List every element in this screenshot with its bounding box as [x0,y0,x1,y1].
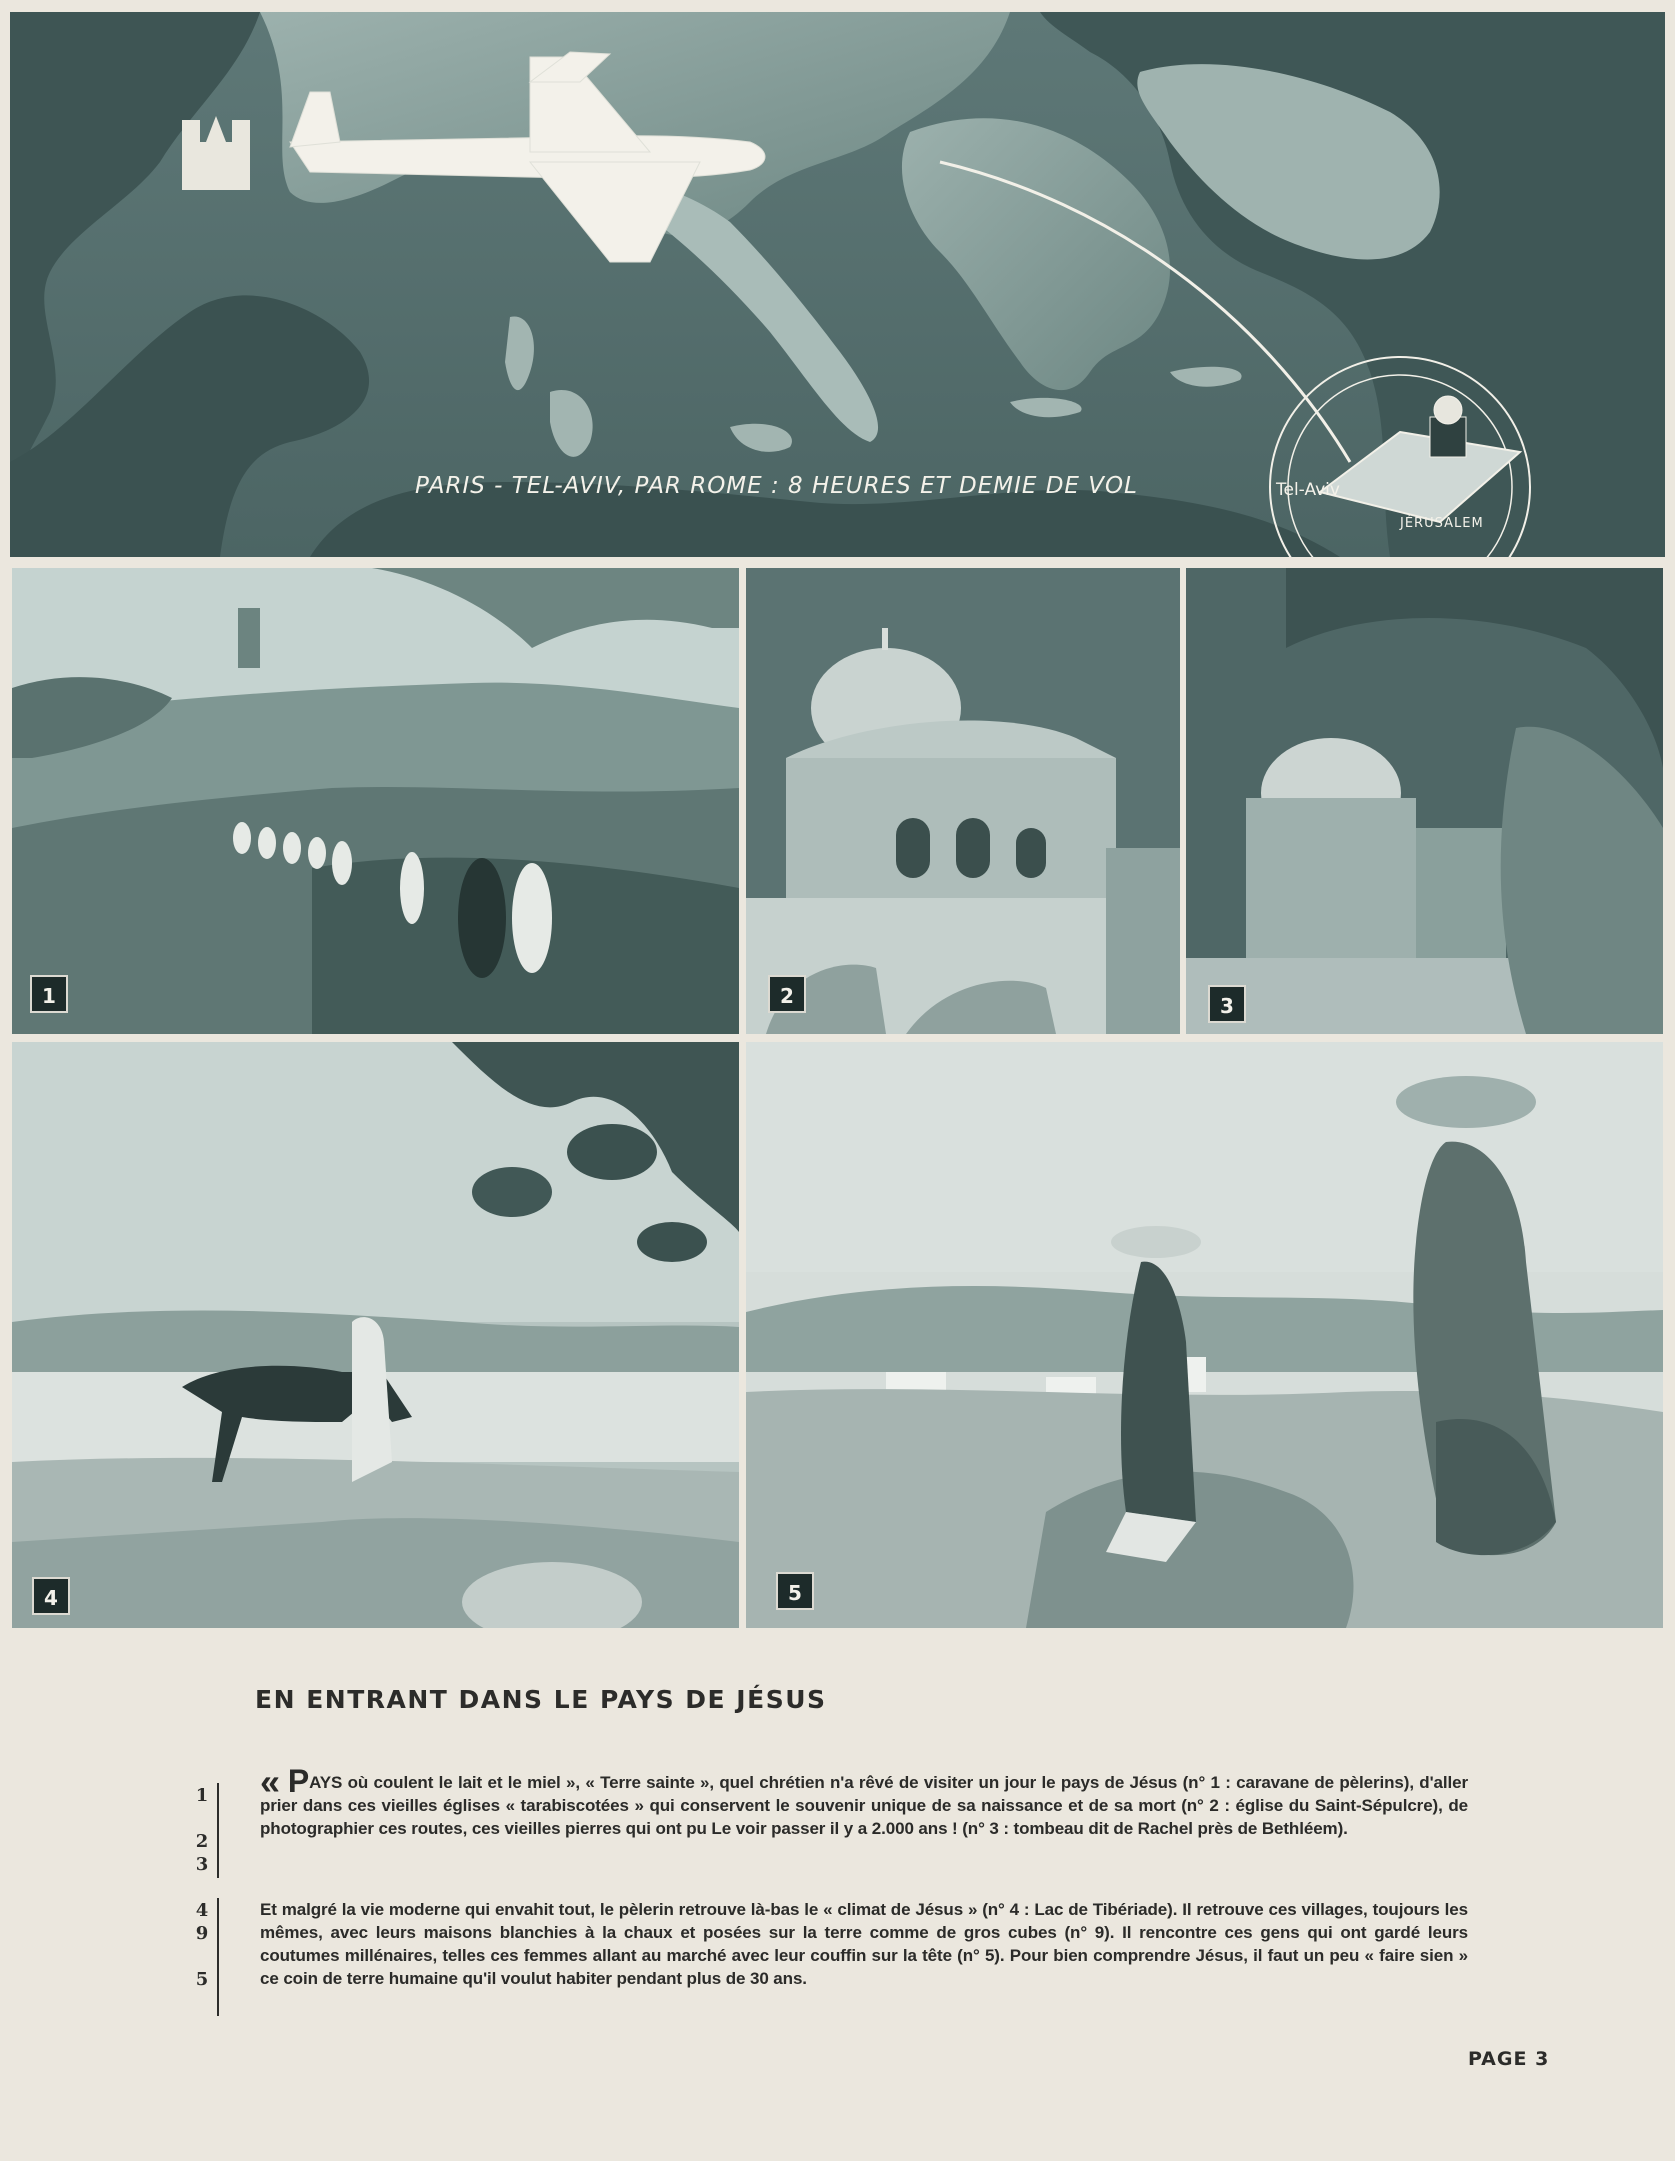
paragraph-2-text: Et malgré la vie moderne qui envahit tout, le pèlerin retrouve là-bas le « climat de Jésus » (n° 4 : Lac de Tibériade). Il retrouve ces villages, toujours les mêmes, avec leurs maisons blanchies à la chaux et posées sur la terre comme de gros cubes (n° 9). Il rencontre ces gens qui ont gardé leurs coutumes millénaires, telles ces femmes allant au marché avec leur couffin sur la tête (n° 5). Pour bien comprendre Jésus, il faut un peu « faire sien » ce coin de terre humaine qu'il voulut habiter pendant plus de 30 ans. [260,1900,1468,1988]
margin-ref-5: 5 [195,1969,209,1990]
photo-lake-tiberias [12,1042,739,1628]
margin-ref-2: 2 [195,1831,209,1852]
photo-badge-4: 4 [32,1577,70,1615]
article-headline: EN ENTRANT DANS LE PAYS DE JÉSUS [255,1685,827,1714]
paragraph-1-text: AYS où coulent le lait et le miel », « Terre sainte », quel chrétien n'a rêvé de visiter un jour le pays de Jésus (n° 1 : caravane de pèlerins), d'aller prier dans ces vieilles églises « tarabiscotées » qui conservent le souvenir unique de sa naissance et de sa mort (n° 2 : église du Saint-Sépulcre), de photographier ces routes, ces vieilles pierres qui ont pu Le voir passer il y a 2.000 ans ! (n° 3 : tombeau dit de Rachel près de Bethléem). [260,1773,1468,1838]
margin-rule-2 [217,1898,219,2016]
jerusalem-label: JÉRUSALEM [1400,516,1484,531]
map-caption: PARIS - TEL-AVIV, PAR ROME : 8 HEURES ET DEMIE DE VOL [415,473,1138,499]
margin-rule-1 [217,1783,219,1878]
photo-rachel-tomb [1186,568,1663,1034]
cathedral-icon [182,116,250,190]
margin-ref-3: 3 [195,1854,209,1875]
photo-women-market [746,1042,1663,1628]
drop-cap: P [287,1763,310,1799]
photo-badge-5: 5 [776,1572,814,1610]
photo-badge-1: 1 [30,975,68,1013]
margin-ref-9: 9 [195,1923,209,1944]
page-number: PAGE 3 [1468,2048,1550,2070]
article-paragraph-2 [260,1898,1468,1990]
article-paragraph-1 [260,1761,1468,1840]
photo-pilgrims-caravan [12,568,739,1034]
tel-aviv-label: Tel-Aviv [1276,480,1340,500]
photo-badge-3: 3 [1208,985,1246,1023]
margin-ref-1: 1 [195,1785,209,1806]
photo-badge-2: 2 [768,975,806,1013]
margin-ref-4: 4 [195,1900,209,1921]
opening-quote: « [260,1761,280,1802]
photo-holy-sepulchre [746,568,1180,1034]
